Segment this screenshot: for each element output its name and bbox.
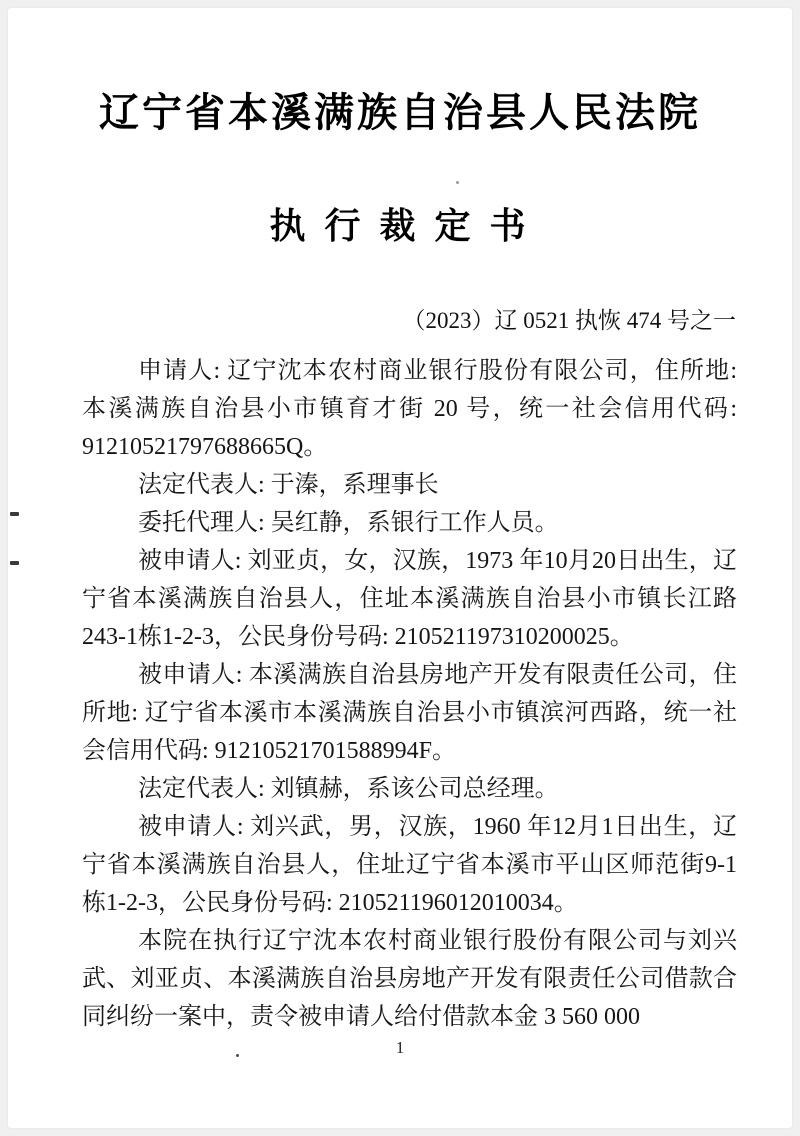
scan-artifact-dash <box>10 512 19 516</box>
body-paragraph-agent: 委托代理人: 吴红静，系银行工作人员。 <box>138 510 559 536</box>
document-title: 执 行 裁 定 书 <box>269 206 531 246</box>
body-paragraph-legal-rep-2: 法定代表人: 刘镇赫，系该公司总经理。 <box>138 776 559 802</box>
scan-artifact-dot <box>456 181 459 184</box>
body-paragraph-respondent-2: 被申请人: 本溪满族自治县房地产开发有限责任公司，住所地: 辽宁省本溪市本溪满族自治县小市镇滨河西路，统一社会信用代码: 91210521701588994F。 <box>82 662 737 764</box>
scan-artifact-dash <box>10 561 19 565</box>
body-paragraph-respondent-1: 被申请人: 刘亚贞，女，汉族，1973 年10月20日出生，辽宁省本溪满族自治县人，住址本溪满族自治县小市镇长江路243-1栋1-2-3，公民身份号码: 210521197310200025。 <box>82 548 737 650</box>
body-paragraph-legal-rep-1: 法定代表人: 于溱，系理事长 <box>138 472 439 498</box>
body-paragraph-case-summary: 本院在执行辽宁沈本农村商业银行股份有限公司与刘兴武、刘亚贞、本溪满族自治县房地产开发有限责任公司借款合同纠纷一案中，责令被申请人给付借款本金 3 560 000 <box>82 928 737 1030</box>
body-paragraph-applicant: 申请人: 辽宁沈本农村商业银行股份有限公司，住所地: 本溪满族自治县小市镇育才街 20 号，统一社会信用代码: 91210521797688665Q。 <box>82 358 737 460</box>
document-body <box>82 352 737 1036</box>
scan-artifact-dot <box>236 1054 239 1057</box>
body-paragraph-respondent-3: 被申请人: 刘兴武，男，汉族，1960 年12月1日出生，辽宁省本溪满族自治县人，住址辽宁省本溪市平山区师范街9-1栋1-2-3，公民身份号码: 210521196012010034。 <box>82 814 737 916</box>
page-number: 1 <box>395 1038 405 1057</box>
scanned-document-page <box>8 8 792 1128</box>
court-name-heading: 辽宁省本溪满族自治县人民法院 <box>99 90 701 135</box>
case-number: （2023）辽 0521 执恢 474 号之一 <box>402 308 736 333</box>
